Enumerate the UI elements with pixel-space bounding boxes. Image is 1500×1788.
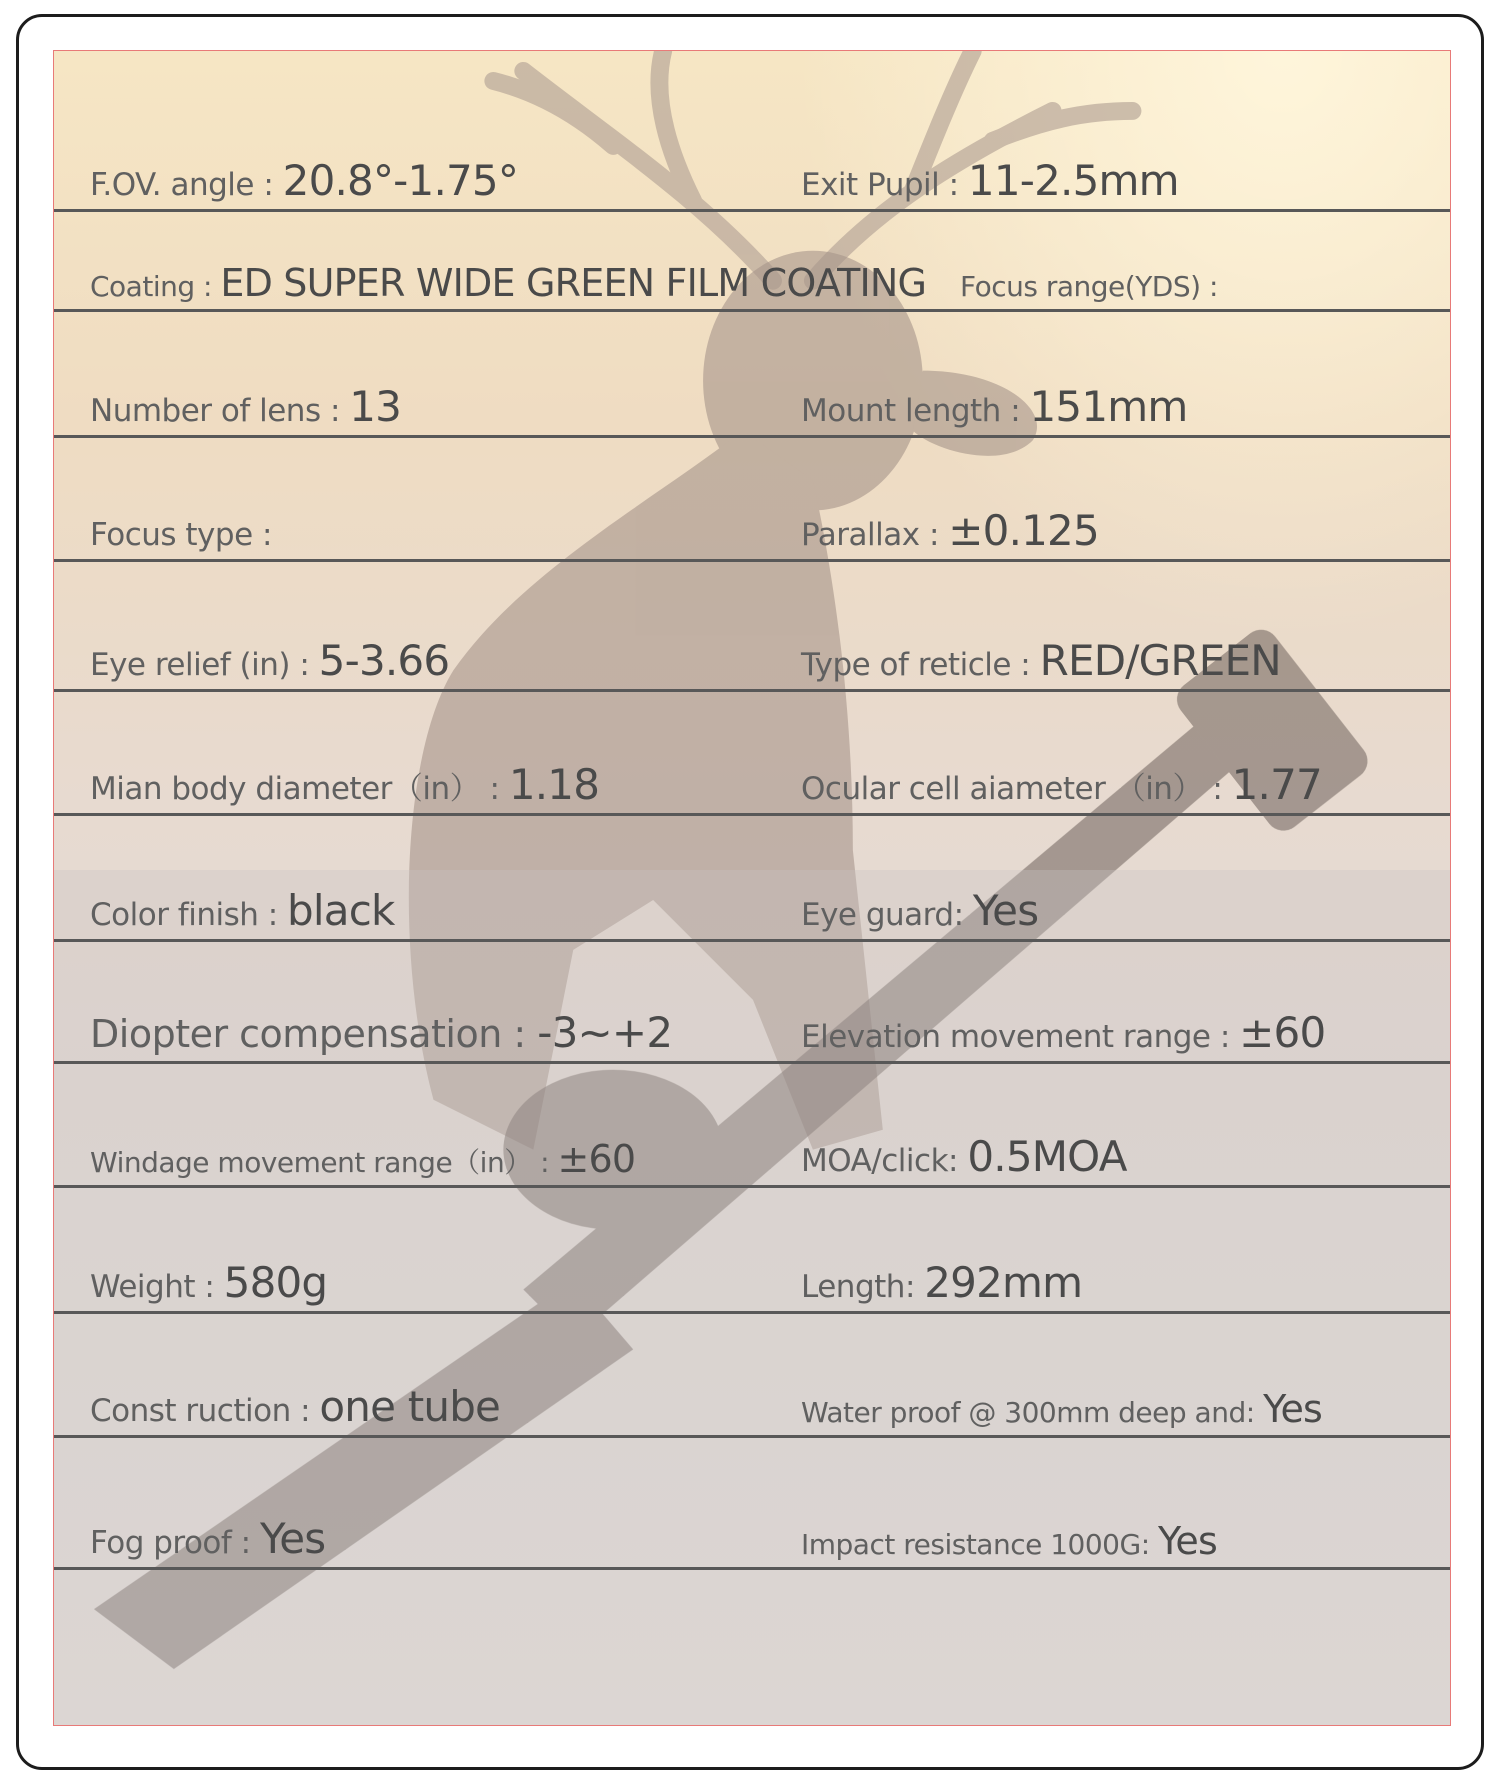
spec-water-proof: Water proof @ 300mm deep and: Yes: [801, 1387, 1323, 1431]
spec-row: [54, 886, 1450, 942]
spec-fov-angle: F.OV. angle : 20.8°-1.75°: [90, 156, 519, 205]
spec-focus-range: Focus range(YDS) :: [960, 270, 1218, 303]
spec-color-finish: Color finish : black: [90, 886, 395, 935]
spec-diopter-compensation: Diopter compensation : -3~+2: [90, 1008, 673, 1057]
spec-row: [54, 1382, 1450, 1438]
spec-focus-type: Focus type :: [90, 517, 272, 553]
spec-eye-relief: Eye relief (in) : 5-3.66: [90, 636, 450, 685]
spec-moa-per-click: MOA/click: 0.5MOA: [801, 1132, 1127, 1181]
spec-row: [54, 636, 1450, 692]
spec-construction: Const ruction : one tube: [90, 1382, 501, 1431]
spec-coating: Coating : ED SUPER WIDE GREEN FILM COATING: [90, 261, 927, 305]
spec-mount-length: Mount length : 151mm: [801, 382, 1188, 431]
spec-exit-pupil: Exit Pupil : 11-2.5mm: [801, 156, 1179, 205]
spec-row: [54, 1132, 1450, 1188]
spec-weight: Weight : 580g: [90, 1258, 328, 1307]
spec-row: [54, 760, 1450, 816]
spec-ocular-cell-diameter: Ocular cell aiameter （in） : 1.77: [801, 760, 1322, 809]
spec-row: [54, 1514, 1450, 1570]
spec-length: Length: 292mm: [801, 1258, 1083, 1307]
spec-parallax: Parallax : ±0.125: [801, 506, 1099, 555]
spec-row: [54, 506, 1450, 562]
spec-row: [54, 1008, 1450, 1064]
spec-impact-resistance: Impact resistance 1000G: Yes: [801, 1519, 1217, 1563]
spec-type-of-reticle: Type of reticle : RED/GREEN: [801, 636, 1281, 685]
spec-row: [54, 156, 1450, 212]
spec-windage-movement-range: Windage movement range（in） : ±60: [90, 1137, 636, 1181]
spec-row: [54, 1258, 1450, 1314]
spec-fog-proof: Fog proof : Yes: [90, 1514, 326, 1563]
spec-main-body-diameter: Mian body diameter（in） : 1.18: [90, 760, 600, 809]
spec-eye-guard: Eye guard: Yes: [801, 886, 1039, 935]
spec-row: [54, 261, 1450, 312]
spec-number-of-lens: Number of lens : 13: [90, 382, 402, 431]
spec-panel: [53, 50, 1451, 1726]
spec-elevation-movement-range: Elevation movement range : ±60: [801, 1008, 1326, 1057]
spec-row: [54, 382, 1450, 438]
